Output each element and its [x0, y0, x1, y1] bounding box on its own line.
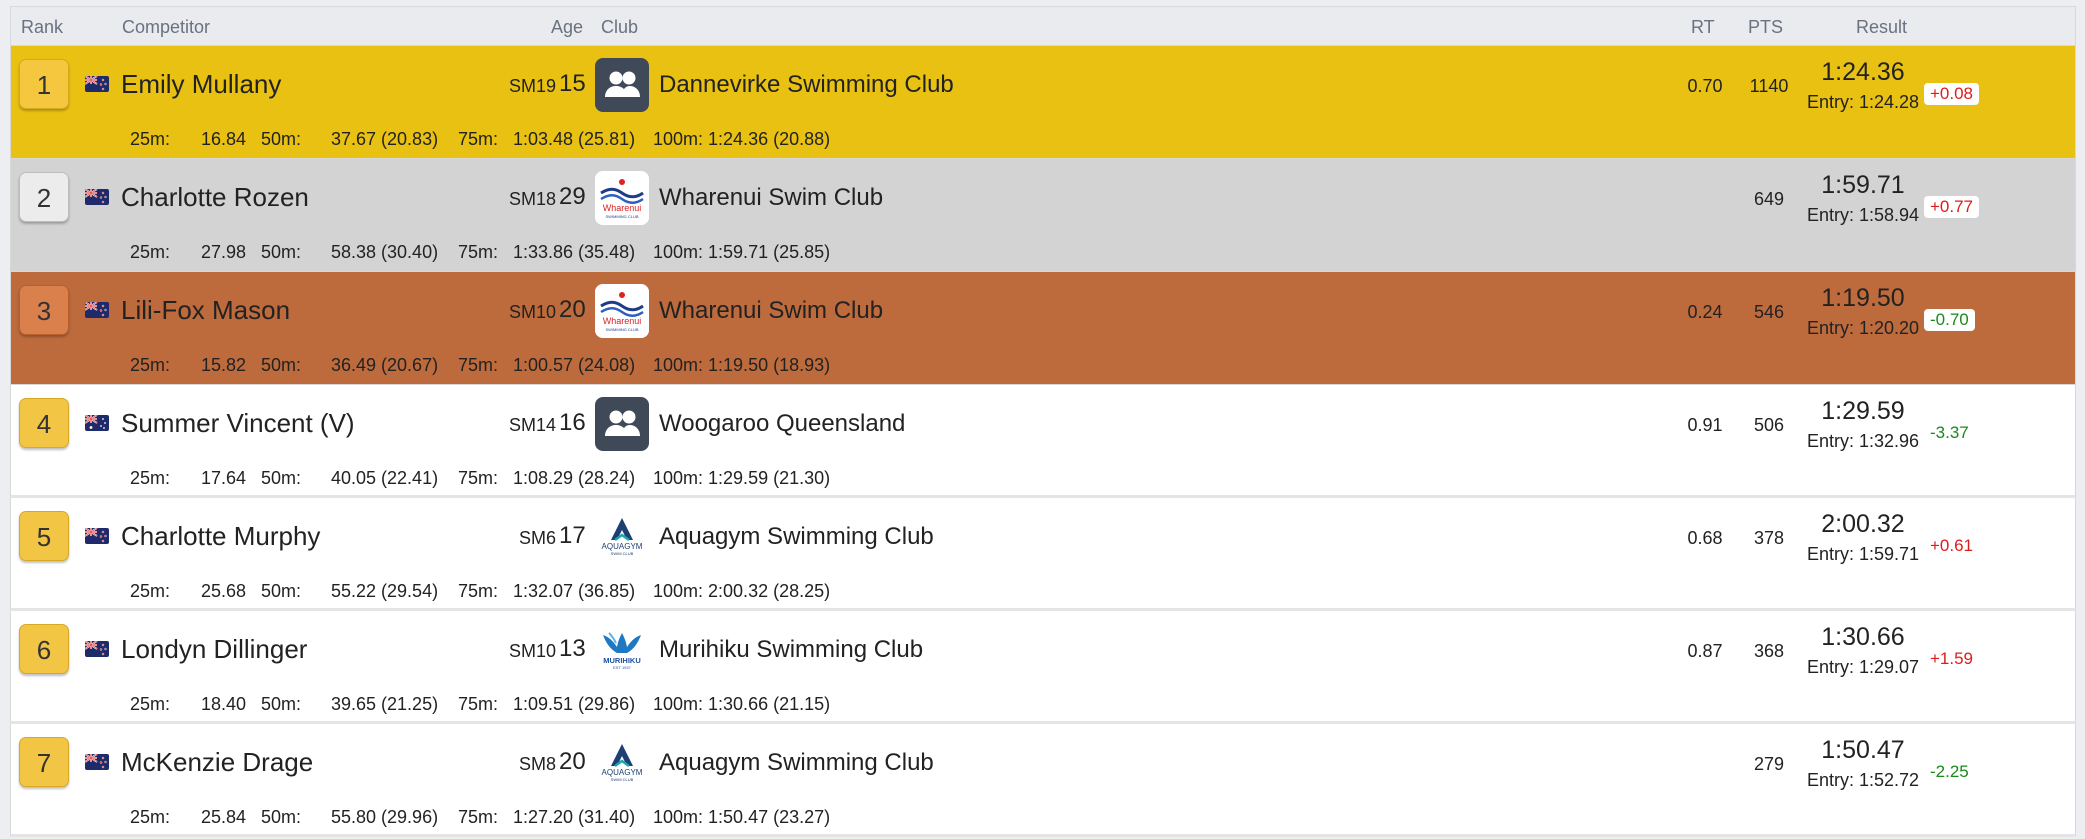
flag-nz-icon [85, 189, 109, 205]
entry-time: Entry: 1:32.96 [1806, 431, 1920, 451]
aquagym-logo [595, 510, 649, 564]
competitor-age: 20 [559, 296, 586, 323]
club-name[interactable]: Dannevirke Swimming Club [659, 71, 954, 98]
split-label-25m: 25m: [130, 129, 171, 149]
competitor-name[interactable]: Summer Vincent (V) [121, 408, 355, 438]
competitor-name[interactable]: Charlotte Murphy [121, 521, 321, 551]
split-label-75m: 75m: [458, 581, 499, 601]
time-difference-badge: +0.08 [1924, 83, 1979, 105]
split-label-75m: 75m: [458, 468, 499, 488]
split-value-100m: 100m: 1:59.71 (25.85) [653, 242, 831, 262]
rank-badge: 6 [19, 624, 69, 674]
time-difference-badge: -2.25 [1930, 762, 1969, 781]
murihiku-logo [595, 623, 649, 677]
time-difference-badge: -0.70 [1924, 309, 1975, 331]
entry-time: Entry: 1:59.71 [1806, 544, 1920, 564]
competitor-age: 15 [559, 70, 586, 97]
split-value-25m: 25.68 [201, 581, 247, 601]
header-result[interactable]: Result [1856, 17, 1908, 37]
split-value-50m: 37.67 (20.83) [331, 129, 439, 149]
svg-text:SWIM CLUB: SWIM CLUB [610, 551, 634, 556]
club-name[interactable]: Aquagym Swimming Club [659, 749, 934, 776]
svg-text:MURIHIKU: MURIHIKU [603, 656, 641, 665]
rank-badge: 5 [19, 511, 69, 561]
split-label-75m: 75m: [458, 355, 499, 375]
sport-class: SM10 [508, 641, 556, 661]
rank-badge: 1 [19, 59, 69, 109]
flag-au-icon [85, 415, 109, 431]
competitor-age: 20 [559, 748, 586, 775]
header-competitor[interactable]: Competitor [122, 17, 211, 37]
split-times [11, 129, 911, 151]
header-rank[interactable]: Rank [21, 17, 64, 37]
wharenui-logo [595, 171, 649, 225]
split-value-100m: 100m: 1:19.50 (18.93) [653, 355, 831, 375]
flag-nz-icon [85, 641, 109, 657]
reaction-time: 0.24 [1687, 302, 1723, 322]
svg-text:SWIMMING CLUB: SWIMMING CLUB [605, 327, 639, 332]
result-row[interactable] [10, 46, 2076, 159]
split-label-50m: 50m: [261, 355, 302, 375]
result-row[interactable] [10, 385, 2076, 498]
result-row[interactable] [10, 611, 2076, 724]
result-time: 1:19.50 [1821, 284, 1905, 312]
split-value-100m: 100m: 1:30.66 (21.15) [653, 694, 831, 714]
split-value-75m: 1:09.51 (29.86) [513, 694, 636, 714]
split-label-25m: 25m: [130, 355, 171, 375]
competitor-age: 16 [559, 409, 586, 436]
split-label-25m: 25m: [130, 581, 171, 601]
result-time: 2:00.32 [1821, 510, 1905, 538]
reaction-time: 0.68 [1687, 528, 1723, 548]
entry-time: Entry: 1:20.20 [1806, 318, 1920, 338]
svg-text:EST 1937: EST 1937 [613, 665, 631, 670]
points: 506 [1753, 415, 1785, 435]
time-difference-badge: +0.61 [1930, 536, 1974, 555]
rank-badge: 7 [19, 737, 69, 787]
svg-text:SWIM CLUB: SWIM CLUB [610, 777, 634, 782]
svg-text:AQUAGYM: AQUAGYM [601, 542, 643, 551]
split-label-50m: 50m: [261, 468, 302, 488]
entry-time: Entry: 1:52.72 [1806, 770, 1920, 790]
reaction-time: 0.87 [1687, 641, 1723, 661]
svg-text:AQUAGYM: AQUAGYM [601, 768, 643, 777]
header-pts[interactable]: PTS [1748, 17, 1784, 37]
club-name[interactable]: Aquagym Swimming Club [659, 523, 934, 550]
result-time: 1:59.71 [1821, 171, 1905, 199]
split-label-25m: 25m: [130, 694, 171, 714]
split-value-25m: 27.98 [201, 242, 247, 262]
sport-class: SM18 [508, 189, 556, 209]
split-value-100m: 100m: 1:29.59 (21.30) [653, 468, 831, 488]
split-value-75m: 1:08.29 (28.24) [513, 468, 636, 488]
split-value-25m: 25.84 [201, 807, 247, 827]
split-label-75m: 75m: [458, 242, 499, 262]
time-difference-badge: -3.37 [1930, 423, 1969, 442]
split-value-25m: 16.84 [201, 129, 247, 149]
split-label-75m: 75m: [458, 694, 499, 714]
wharenui-logo [595, 284, 649, 338]
club-name[interactable]: Wharenui Swim Club [659, 184, 884, 211]
time-difference-badge: +1.59 [1930, 649, 1974, 668]
split-value-100m: 100m: 1:24.36 (20.88) [653, 129, 831, 149]
split-times [11, 468, 911, 490]
split-value-50m: 55.80 (29.96) [331, 807, 439, 827]
svg-text:SWIMMING CLUB: SWIMMING CLUB [605, 214, 639, 219]
time-difference-badge: +0.77 [1924, 196, 1979, 218]
team-icon [595, 58, 649, 112]
split-times [11, 581, 911, 603]
split-label-75m: 75m: [458, 129, 499, 149]
sport-class: SM19 [508, 76, 556, 96]
split-value-50m: 36.49 (20.67) [331, 355, 439, 375]
flag-nz-icon [85, 754, 109, 770]
split-times [11, 807, 911, 829]
svg-text:Wharenui: Wharenui [602, 316, 642, 326]
split-value-50m: 55.22 (29.54) [331, 581, 439, 601]
result-time: 1:50.47 [1821, 736, 1905, 764]
split-value-75m: 1:03.48 (25.81) [513, 129, 636, 149]
sport-class: SM14 [508, 415, 556, 435]
svg-text:Wharenui: Wharenui [602, 203, 642, 213]
club-name[interactable]: Woogaroo Queensland [659, 410, 906, 437]
result-time: 1:29.59 [1821, 397, 1905, 425]
split-value-100m: 100m: 1:50.47 (23.27) [653, 807, 831, 827]
split-label-25m: 25m: [130, 468, 171, 488]
split-label-50m: 50m: [261, 694, 302, 714]
result-row[interactable] [10, 724, 2076, 837]
split-value-75m: 1:32.07 (36.85) [513, 581, 636, 601]
reaction-time: 0.91 [1687, 415, 1723, 435]
header-age[interactable]: Age [551, 17, 584, 37]
sport-class: SM6 [518, 528, 556, 548]
split-times [11, 242, 911, 264]
points: 378 [1753, 528, 1785, 548]
flag-nz-icon [85, 302, 109, 318]
competitor-name[interactable]: Lili-Fox Mason [121, 295, 291, 325]
split-label-75m: 75m: [458, 807, 499, 827]
flag-nz-icon [85, 76, 109, 92]
sport-class: SM10 [508, 302, 556, 322]
competitor-age: 29 [559, 183, 586, 210]
team-icon [595, 397, 649, 451]
split-value-100m: 100m: 2:00.32 (28.25) [653, 581, 831, 601]
sport-class: SM8 [518, 754, 556, 774]
points: 649 [1753, 189, 1785, 209]
competitor-name[interactable]: Londyn Dillinger [121, 634, 308, 664]
points: 368 [1753, 641, 1785, 661]
points: 1140 [1749, 76, 1789, 96]
split-label-50m: 50m: [261, 581, 302, 601]
header-club[interactable]: Club [601, 17, 639, 37]
split-times [11, 355, 911, 377]
result-time: 1:30.66 [1821, 623, 1905, 651]
competitor-name[interactable]: McKenzie Drage [121, 747, 314, 777]
result-row[interactable] [10, 159, 2076, 272]
rank-badge: 2 [19, 172, 69, 222]
result-row[interactable] [10, 498, 2076, 611]
points: 279 [1753, 754, 1785, 774]
header-rt[interactable]: RT [1691, 17, 1715, 37]
split-value-75m: 1:33.86 (35.48) [513, 242, 636, 262]
reaction-time: 0.70 [1687, 76, 1723, 96]
entry-time: Entry: 1:58.94 [1806, 205, 1920, 225]
club-name[interactable]: Murihiku Swimming Club [659, 636, 924, 663]
results-table-body [10, 46, 2076, 837]
split-value-25m: 15.82 [201, 355, 247, 375]
split-label-50m: 50m: [261, 807, 302, 827]
split-value-75m: 1:27.20 (31.40) [513, 807, 636, 827]
competitor-name[interactable]: Emily Mullany [121, 69, 282, 99]
split-label-25m: 25m: [130, 807, 171, 827]
entry-time: Entry: 1:29.07 [1806, 657, 1920, 677]
split-label-50m: 50m: [261, 129, 302, 149]
flag-nz-icon [85, 528, 109, 544]
rank-badge: 3 [19, 285, 69, 335]
split-value-75m: 1:00.57 (24.08) [513, 355, 636, 375]
entry-time: Entry: 1:24.28 [1806, 92, 1920, 112]
split-label-25m: 25m: [130, 242, 171, 262]
results-table-header [10, 6, 2076, 46]
split-times [11, 694, 911, 716]
competitor-age: 13 [559, 635, 586, 662]
split-value-50m: 39.65 (21.25) [331, 694, 439, 714]
aquagym-logo [595, 736, 649, 790]
competitor-name[interactable]: Charlotte Rozen [121, 182, 309, 212]
split-value-25m: 17.64 [201, 468, 247, 488]
points: 546 [1753, 302, 1785, 322]
result-time: 1:24.36 [1821, 58, 1905, 86]
split-value-25m: 18.40 [201, 694, 247, 714]
rank-badge: 4 [19, 398, 69, 448]
split-label-50m: 50m: [261, 242, 302, 262]
split-value-50m: 40.05 (22.41) [331, 468, 439, 488]
club-name[interactable]: Wharenui Swim Club [659, 297, 884, 324]
result-row[interactable] [10, 272, 2076, 385]
split-value-50m: 58.38 (30.40) [331, 242, 439, 262]
competitor-age: 17 [559, 522, 586, 549]
